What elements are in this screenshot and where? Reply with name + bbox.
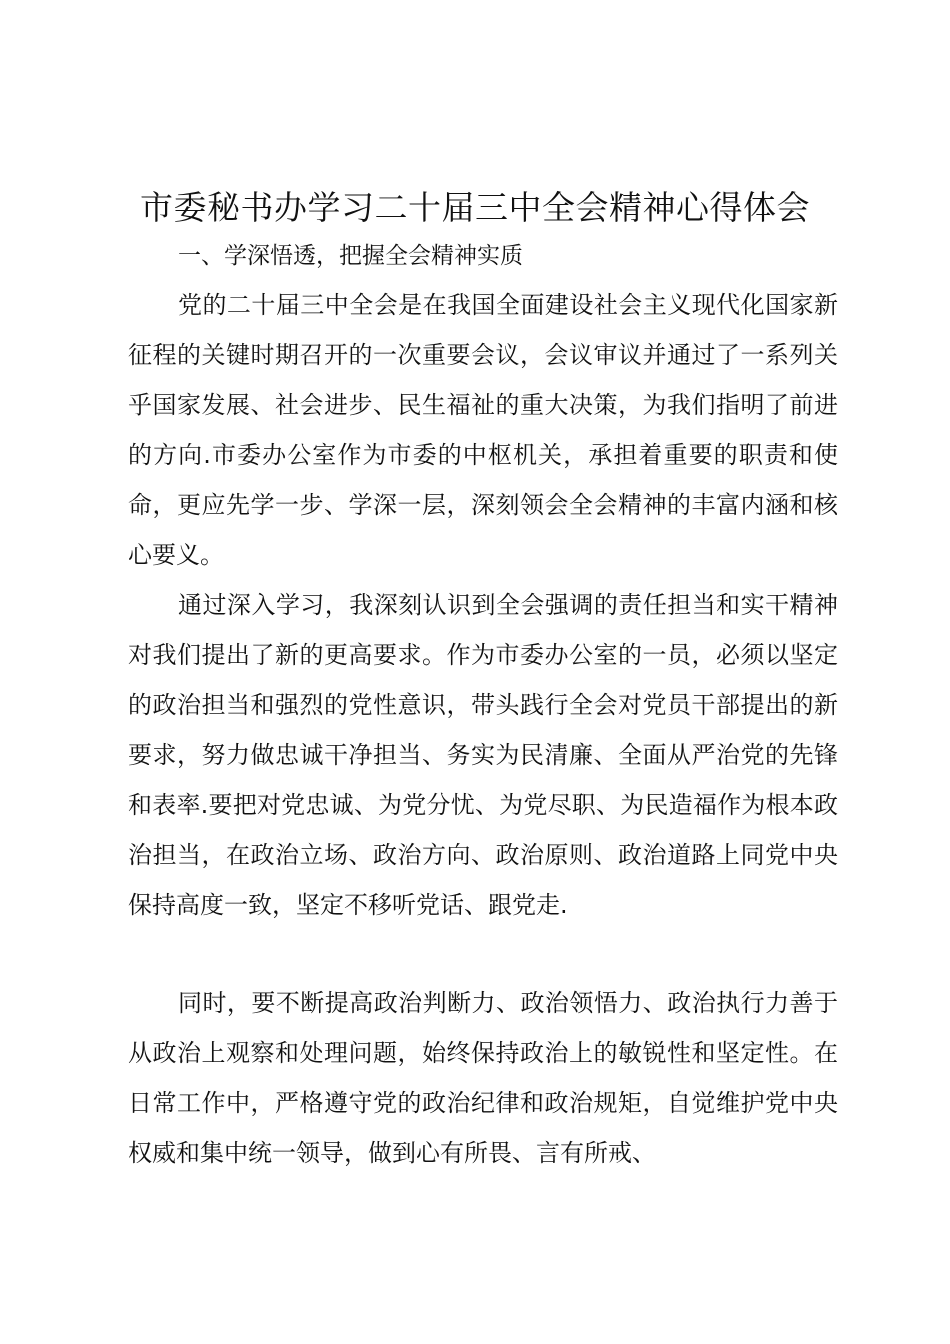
paragraph-2: 通过深入学习，我深刻认识到全会强调的责任担当和实干精神对我们提出了新的更高要求。作为市委办公室的一员，必须以坚定的政治担当和强烈的党性意识，带头践行全会对党员干部提出的新要求，努力做忠诚干净担当、务实为民清廉、全面从严治党的先锋和表率.要把对党忠诚、为党分忧、为党尽职、为民造福作为根本政治担当，在政治立场、政治方向、政治原则、政治道路上同党中央保持高度一致，坚定不移听党话、跟党走.: [128, 591, 838, 919]
paragraph-3: 同时，要不断提高政治判断力、政治领悟力、政治执行力善于从政治上观察和处理问题，始终保持政治上的敏锐性和坚定性。在日常工作中，严格遵守党的政治纪律和政治规矩，自觉维护党中央权威和集中统一领导，做到心有所畏、言有所戒、: [128, 989, 838, 1167]
section-heading: 一、学深悟透，把握全会精神实质: [178, 243, 523, 269]
document-title: 市委秘书办学习二十届三中全会精神心得体会: [140, 188, 810, 227]
paragraph-1: 党的二十届三中全会是在我国全面建设社会主义现代化国家新征程的关键时期召开的一次重要会议，会议审议并通过了一系列关乎国家发展、社会进步、民生福祉的重大决策，为我们指明了前进的方向.市委办公室作为市委的中枢机关，承担着重要的职责和使命，更应先学一步、学深一层，深刻领会全会精神的丰富内涵和核心要义。: [128, 291, 838, 569]
